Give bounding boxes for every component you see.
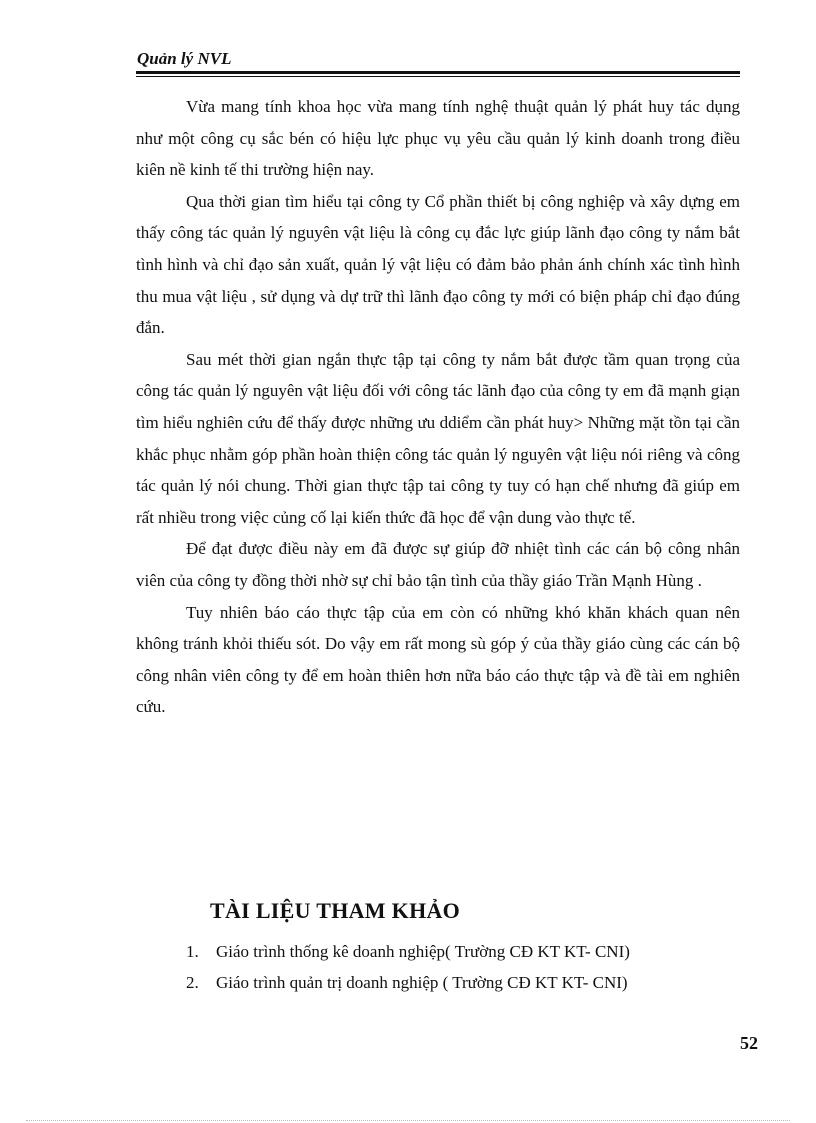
reference-number: 1. <box>186 942 199 961</box>
references-list <box>186 936 746 998</box>
page-header <box>136 48 740 70</box>
paragraph: Tuy nhiên báo cáo thực tập của em còn có những khó khăn khách quan nên không tránh khỏi thiếu sót. Do vậy em rất mong sù góp ý của thầy giáo cùng các cán bộ công nhân viên công ty để em hoàn thiên hơn nữa báo cáo thực tập và đề tài em nghiên cứu. <box>136 602 740 717</box>
reference-item <box>186 936 746 967</box>
reference-text: Giáo trình thống kê doanh nghiệp( Trường CĐ KT KT- CNI) <box>216 942 630 961</box>
header-rule-thin <box>136 76 740 77</box>
body-text <box>136 91 740 723</box>
header-rule-thick <box>136 71 740 74</box>
references-heading: TÀI LIỆU THAM KHẢO <box>210 898 461 923</box>
paragraph: Qua thời gian tìm hiểu tại công ty Cổ phần thiết bị công nghiệp và xây dựng em thấy công tác quản lý nguyên vật liệu là công cụ đắc lực giúp lãnh đạo công ty nắm bắt tình hình và chỉ đạo sản xuất, quản lý vật liệu có đảm bảo phản ánh chính xác tình hình thu mua vật liệu , sử dụng và dự trữ thì lãnh đạo công ty mới có biện pháp chỉ đạo đúng đắn. <box>136 191 740 338</box>
paragraph: Vừa mang tính khoa học vừa mang tính nghệ thuật quản lý phát huy tác dụng như một công cụ sắc bén có hiệu lực phục vụ yêu cầu quản lý kinh doanh trong điều kiên nề kinh tế thi trường hiện nay. <box>136 97 740 180</box>
page-bottom-border <box>26 1120 790 1121</box>
header-title: Quản lý NVL <box>137 49 232 68</box>
reference-text: Giáo trình quản trị doanh nghiệp ( Trường CĐ KT KT- CNI) <box>216 973 628 992</box>
reference-number: 2. <box>186 973 199 992</box>
paragraph: Sau mét thời gian ngắn thực tập tại công ty nắm bắt được tầm quan trọng của công tác quản lý nguyên vật liệu đối với công tác lãnh đạo của công ty em đã mạnh giạn tìm hiểu nghiên cứu để thấy được những ưu ddiểm cần phát huy> Những mặt tồn tại cần khắc phục nhằm góp phần hoàn thiện công tác quản lý nguyên vật liệu nói riêng và công tác quản lý nói chung. Thời gian thực tập tai công ty tuy có hạn chế nhưng đã giúp em rất nhiều trong việc củng cố lại kiến thức đã học để vận dung vào thực tế. <box>136 349 740 527</box>
page-number: 52 <box>740 1033 758 1053</box>
paragraph: Để đạt được điều này em đã được sự giúp đỡ nhiệt tình các cán bộ công nhân viên của công ty đồng thời nhờ sự chỉ bảo tận tình của thầy giáo Trần Mạnh Hùng . <box>136 539 740 590</box>
reference-item <box>186 967 746 998</box>
